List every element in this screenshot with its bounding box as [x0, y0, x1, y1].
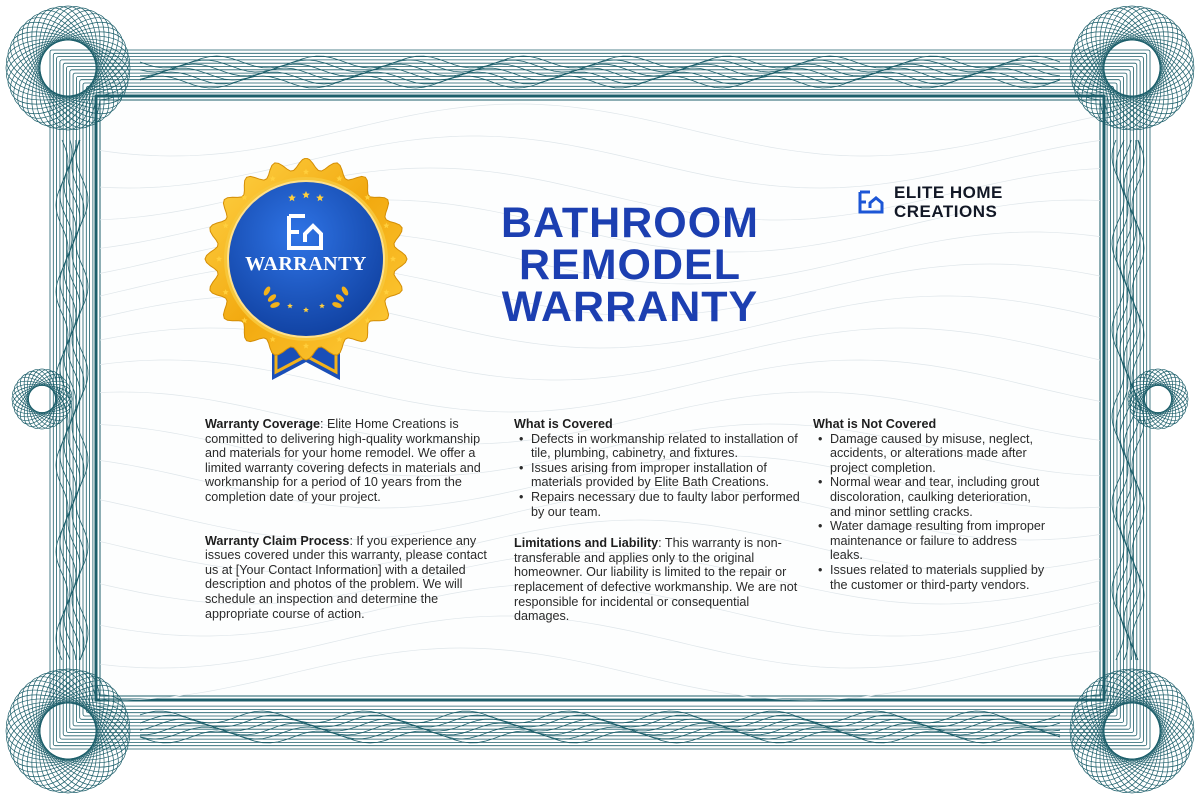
claim-text: : If you experience any issues covered under this warranty, please contact us at [Your Contact Information] with a detailed description and photos of the problem. We will schedule an inspection and determine the appropriate course of action.: [205, 533, 487, 621]
brand-name-line1: ELITE HOME: [894, 183, 1003, 202]
brand-name: [894, 183, 1003, 221]
covered-heading: What is Covered: [514, 417, 613, 431]
column-right: [813, 417, 1053, 592]
list-item: • Issues arising from improper installation of materials provided by Elite Bath Creations.: [531, 461, 806, 490]
title-line2: REMODEL: [519, 241, 741, 289]
list-item: • Defects in workmanship related to installation of tile, plumbing, cabinetry, and fixtures.: [531, 432, 806, 461]
claim-paragraph: [205, 534, 497, 622]
title-line1: BATHROOM: [500, 199, 759, 247]
page-title: [440, 199, 820, 331]
list-item: • Issues related to materials supplied by the customer or third-party vendors.: [830, 563, 1053, 592]
list-item: • Damage caused by misuse, neglect, accidents, or alterations made after project completion.: [830, 432, 1053, 476]
coverage-paragraph: [205, 417, 497, 505]
home-logo-icon: [858, 190, 884, 214]
claim-heading: Warranty Claim Process: [205, 533, 350, 548]
list-item: • Water damage resulting from improper maintenance or failure to address leaks.: [830, 519, 1053, 563]
warranty-seal: [200, 158, 412, 384]
brand-logo: [858, 183, 1003, 221]
limitations-text: : This warranty is non-transferable and applies only to the original homeowner. Our liability is limited to the repair or replacement of defective workmanship. We are not responsible for incidental or consequential damages.: [514, 536, 798, 624]
coverage-text: : Elite Home Creations is committed to delivering high-quality workmanship and materials for your home remodel. We offer a limited warranty covering defects in materials and workmanship for a period of 10 years from the completion date of your project.: [205, 417, 481, 504]
limitations-heading: Limitations and Liability: [514, 536, 659, 551]
brand-name-line2: CREATIONS: [894, 202, 998, 221]
column-left: [205, 417, 497, 621]
not-covered-heading: What is Not Covered: [813, 417, 937, 431]
list-item: • Normal wear and tear, including grout discoloration, caulking deterioration, and minor settling cracks.: [830, 475, 1053, 519]
title-line3: WARRANTY: [501, 283, 759, 331]
list-item: • Repairs necessary due to faulty labor performed by our team.: [531, 490, 806, 519]
limitations-paragraph: [514, 536, 806, 624]
not-covered-list: [813, 432, 1053, 593]
column-middle: [514, 417, 806, 624]
coverage-heading: Warranty Coverage: [205, 417, 321, 431]
seal-label: WARRANTY: [245, 253, 367, 275]
covered-list: [514, 432, 806, 520]
